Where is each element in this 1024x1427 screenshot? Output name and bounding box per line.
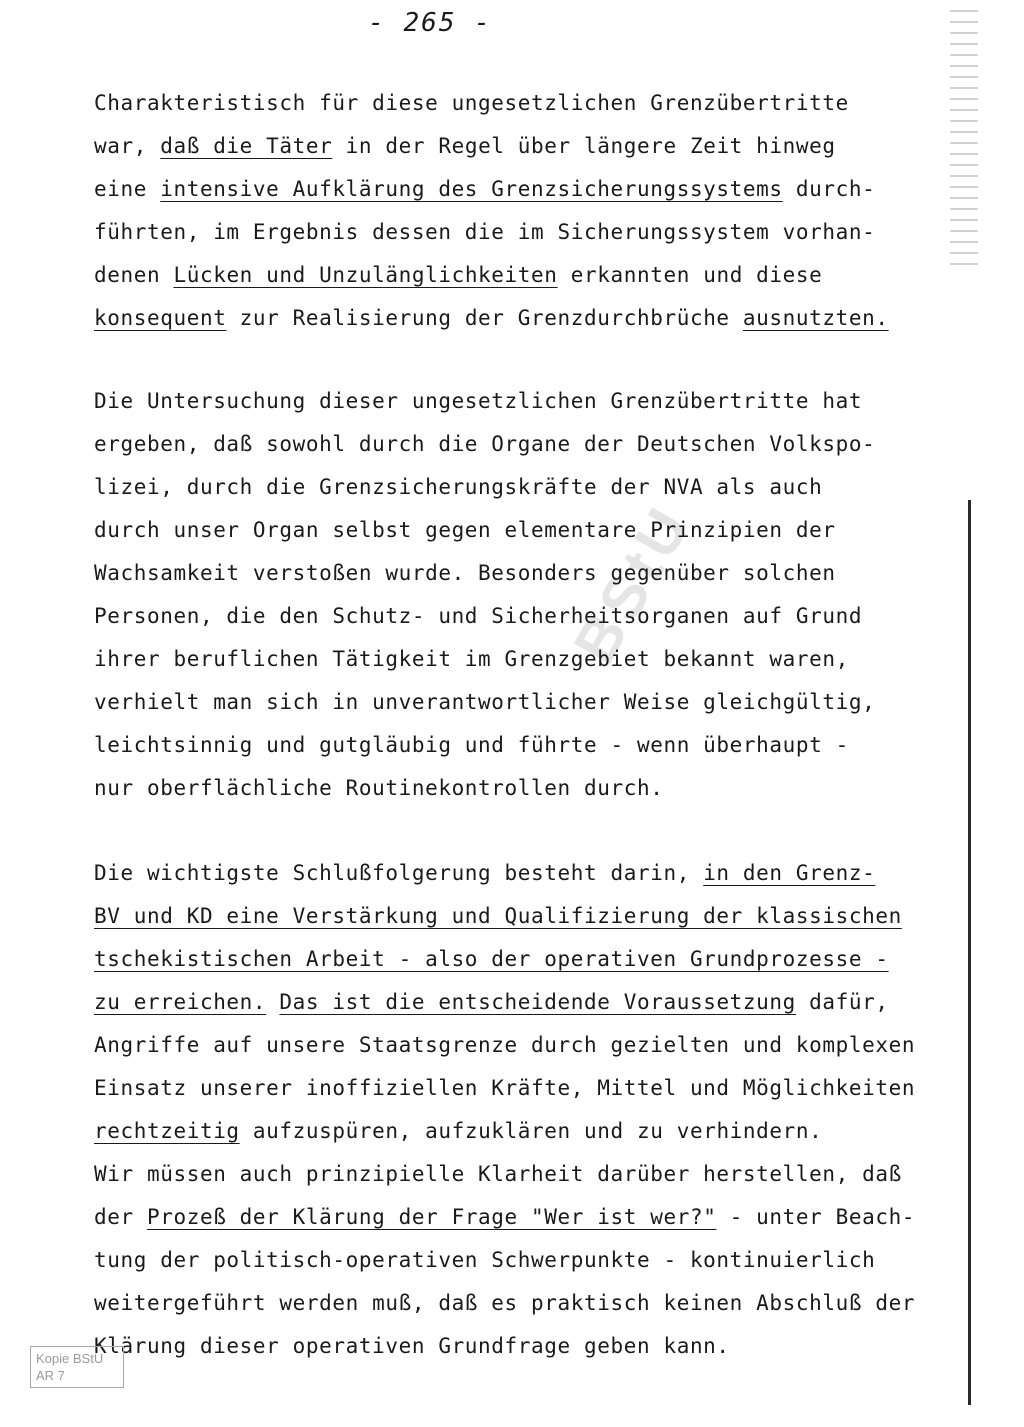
text-run: Einsatz unserer inoffiziellen Kräfte, Mittel und Möglichkeiten (94, 1076, 916, 1100)
page-number: - 265 - (368, 8, 492, 38)
text-run: Wir müssen auch prinzipielle Klarheit darüber herstellen, daß (94, 1162, 902, 1186)
underlined-text: BV und KD eine Verstärkung und Qualifizierung der klassischen (94, 904, 902, 928)
margin-rule (968, 500, 971, 1405)
underlined-text: rechtzeitig (94, 1119, 240, 1143)
text-run: dafür, (795, 990, 889, 1014)
text-run: durch- (782, 177, 876, 201)
text-run: aufzuspüren, aufzuklären und zu verhindern. (239, 1119, 823, 1143)
text-line (94, 1239, 914, 1282)
text-line (94, 1325, 914, 1368)
text-line (94, 423, 914, 466)
text-run: leichtsinnig und gutgläubig und führte - wenn überhaupt - (94, 733, 849, 757)
paragraph-2 (94, 380, 914, 810)
text-run (266, 990, 279, 1014)
text-line (94, 681, 914, 724)
text-line (94, 595, 914, 638)
text-run: war, (94, 134, 161, 158)
text-line (94, 168, 914, 211)
text-line (94, 1067, 914, 1110)
underlined-text: tschekistischen Arbeit - also der operativen Grundprozesse - (94, 947, 889, 971)
text-run: nur oberflächliche Routinekontrollen durch. (94, 776, 664, 800)
text-run: denen (94, 263, 174, 287)
text-run: weitergeführt werden muß, daß es praktisch keinen Abschluß der (94, 1291, 916, 1315)
text-line (94, 82, 914, 125)
text-run: Personen, die den Schutz- und Sicherheitsorganen auf Grund (94, 604, 863, 628)
text-line (94, 938, 914, 981)
underlined-text: ausnutzten. (742, 306, 889, 330)
text-line (94, 1196, 914, 1239)
text-line (94, 1110, 914, 1153)
underlined-text: Das ist die entscheidende Voraussetzung (279, 990, 796, 1014)
text-run: führten, im Ergebnis dessen die im Sicherungssystem vorhan- (94, 220, 876, 244)
stamp-line-2: AR 7 (36, 1368, 65, 1383)
text-run: verhielt man sich in unverantwortlicher Weise gleichgültig, (94, 690, 876, 714)
text-run: der (94, 1205, 147, 1229)
text-line (94, 466, 914, 509)
text-line (94, 125, 914, 168)
archive-stamp (30, 1346, 124, 1388)
underlined-text: daß die Täter (160, 134, 333, 158)
text-run: eine (94, 177, 161, 201)
text-run: erkannten und diese (557, 263, 823, 287)
text-line (94, 852, 914, 895)
text-run: Charakteristisch für diese ungesetzlichen Grenzübertritte (94, 91, 849, 115)
text-run: zur Realisierung der Grenzdurchbrüche (226, 306, 743, 330)
text-line (94, 724, 914, 767)
text-run: durch unser Organ selbst gegen elementare Prinzipien der (94, 518, 836, 542)
text-run: in der Regel über längere Zeit hinweg (332, 134, 836, 158)
text-line (94, 254, 914, 297)
text-run: - unter Beach- (716, 1205, 916, 1229)
text-run: tung der politisch-operativen Schwerpunkte - kontinuierlich (94, 1248, 876, 1272)
text-line (94, 297, 914, 340)
text-line (94, 638, 914, 681)
text-line (94, 552, 914, 595)
underlined-text: konsequent (94, 306, 227, 330)
text-line (94, 767, 914, 810)
text-line (94, 380, 914, 423)
text-run: Die wichtigste Schlußfolgerung besteht darin, (94, 861, 704, 885)
text-run: Angriffe auf unsere Staatsgrenze durch gezielten und komplexen (94, 1033, 916, 1057)
text-line (94, 509, 914, 552)
paragraph-3 (94, 852, 914, 1368)
text-run: lizei, durch die Grenzsicherungskräfte der NVA als auch (94, 475, 823, 499)
text-line (94, 981, 914, 1024)
underlined-text: zu erreichen. (94, 990, 267, 1014)
text-run: ihrer beruflichen Tätigkeit im Grenzgebiet bekannt waren, (94, 647, 849, 671)
underlined-text: intensive Aufklärung des Grenzsicherungssystems (160, 177, 783, 201)
underlined-text: Prozeß der Klärung der Frage "Wer ist wer?" (146, 1205, 717, 1229)
text-line (94, 1024, 914, 1067)
margin-artifacts (950, 10, 978, 270)
underlined-text: in den Grenz- (703, 861, 876, 885)
paragraph-1 (94, 82, 914, 340)
text-run: Klärung dieser operativen Grundfrage geben kann. (94, 1334, 730, 1358)
text-line (94, 1282, 914, 1325)
text-run: Wachsamkeit verstoßen wurde. Besonders gegenüber solchen (94, 561, 836, 585)
text-run: ergeben, daß sowohl durch die Organe der Deutschen Volkspo- (94, 432, 876, 456)
text-line (94, 895, 914, 938)
watermark-stamp: BStU (560, 492, 705, 674)
underlined-text: Lücken und Unzulänglichkeiten (173, 263, 558, 287)
stamp-line-1: Kopie BStU (36, 1351, 104, 1366)
text-run: Die Untersuchung dieser ungesetzlichen Grenzübertritte hat (94, 389, 863, 413)
text-line (94, 211, 914, 254)
text-line (94, 1153, 914, 1196)
